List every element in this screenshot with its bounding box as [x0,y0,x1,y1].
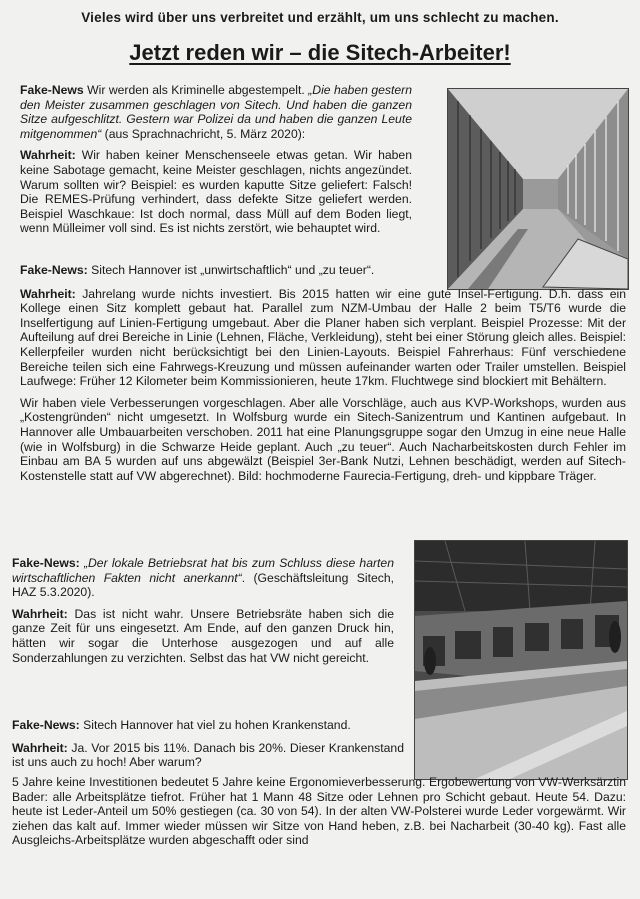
fake-news-source: (aus Sprachnachricht, 5. März 2020): [101,126,306,141]
headline [0,40,640,66]
section-4-paragraph [12,775,626,848]
truth-3 [12,607,394,665]
truth-1 [20,148,412,236]
truth-label: Wahrheit: [12,606,68,621]
fake-news-quote: „Die haben gestern den Meister zusammen geschlagen von Sitech. Und haben die ganzen Sitze aufgeschlitzt. Gestern war Polizei da und haben die ganzen Leute mitgenommen“ [20,83,412,141]
truth-label: Wahrheit: [20,286,76,301]
fake-news-4 [12,718,404,733]
truth-label: Wahrheit: [20,148,76,163]
factory-line-photo [414,540,628,780]
truth-text: Das ist nicht wahr. Unsere Betriebsräte haben sich die ganze Zeit für uns eingesetzt. Am Ende, auf den ganzen Druck hin, hätten wir sogar die Unterhose ausgezogen und auf alle Sonderzahlungen zu verzichten. Selbst das hat VW nicht gereicht. [12,606,394,665]
section-1 [20,83,412,243]
fake-news-label: Fake-News: [12,718,80,732]
fake-news-text: Sitech Hannover hat viel zu hohen Krankenstand. [79,718,351,732]
fake-news-1 [20,83,412,141]
headline-text: Jetzt reden wir – die Sitech-Arbeiter! [129,40,511,65]
fake-news-label: Fake-News: [12,556,80,570]
locker-room-image [448,89,628,289]
truth-label: Wahrheit: [12,740,68,755]
fake-news-3 [12,556,394,600]
fake-news-label: Fake-News: [20,263,88,277]
fake-news-quote: „Der lokale Betriebsrat hat bis zum Schluss diese harten wirtschaftlichen Fakten nicht anerkannt“ [12,556,394,585]
fake-news-2 [20,263,626,278]
section-3 [12,556,394,672]
fake-news-text: Wir werden als Kriminelle abgestempelt. [83,83,309,97]
factory-line-image [415,541,627,779]
truth-text: Jahrelang wurde nichts investiert. Bis 2015 hatten wir eine gute Insel-Fertigung. D.h. dass ein Kollege einen Sitz komplett gebaut hat. Parallel zum NZM-Umbau der Halle 2 beim T5/T6 wurde die Inselfertigung auf Linien-Fertigung umgebaut. Aber die Planer haben sich verplant. Beispiel Prozesse: Mit der Aufteilung auf drei Bereiche in Linie (Lehnen, Fläche, Verkleidung), steht bei einer Störung gleich alles. Beispiel: Kellerpfeiler wurden nicht berücksichtigt bei den Linien-Layouts. Beispiel Fahrerhaus: Fünf verschiedene Bereiche teilen sich eine Fahrwegs-Kreuzung und müssen aufeinander warten oder Trailer umstellen. Beispiel Laufwege: Früher 12 Kilometer beim Kommissionieren, heute 17km. Fluchtwege sind blockiert mit Behältern. [20,286,626,389]
section-2 [20,263,626,490]
paragraph-4b: 5 Jahre keine Investitionen bedeutet 5 Jahre keine Ergonomieverbesserung. Ergobewertung von VW-Werksärztin Bader: alle Arbeitsplätze tiefrot. Früher hat 1 Mann 48 Sitze oder Lehnen pro Schicht gebaut. Heute 54. Dazu: heute ist Leder-Anteil um 50% gestiegen (ca. 30 von 54). In der alten VW-Polsterei wurde Leder vorgewärmt. Wir ziehen das kalt auf. Immer wieder müssen wir Sitze von Hand heben, z.B. bei Nacharbeit (30-40 kg). Fast alle Ausgleichs-Arbeitsplätze wurden abgeschafft oder sind [12,775,626,848]
tagline: Vieles wird über uns verbreitet und erzählt, um uns schlecht zu machen. [81,10,559,25]
fake-news-label: Fake-News [20,83,84,97]
paragraph-2b: Wir haben viele Verbesserungen vorgeschlagen. Aber alle Vorschläge, auch aus KVP-Workshops, wurden aus „Kostengründen“ nicht umgesetzt. In Wolfsburg wurde ein Sitech-Sanizentrum und Kantinen aufgebaut. In Hannover alle Umbauarbeiten verschoben. 2011 hat eine Planungsgruppe sogar den Umzug in eine neue Halle (wie in Wolfsburg) in die Schwarze Heide geplant. Auch „zu teuer“. Auch Nacharbeitskosten durch Fehler im Einbau am BA 5 wurden auf uns abgewälzt (Beispiel 3er-Bank Nutzi, Lehnen beschädigt, werden auf Sitech-Kostenstelle statt auf VW abgerechnet). Bild: hochmoderne Faurecia-Fertigung, dreh- und kippbare Träger. [20,395,626,483]
fake-news-source: . (Geschäftsleitung Sitech, HAZ 5.3.2020). [12,570,394,600]
truth-4 [12,741,404,770]
fake-news-text: Sitech Hannover ist „unwirtschaftlich“ und „zu teuer“. [87,263,375,277]
locker-room-photo [447,88,629,290]
section-4 [12,718,404,777]
truth-text: Wir haben keiner Menschenseele etwas getan. Wir haben keine Sabotage gemacht, keine Meister geschlagen, nichts angezündet. Warum sollten wir? Beispiel: es wurden kaputte Sitze geliefert: Falsch! Die REMES-Prüfung verhindert, dass defekte Sitze geliefert werden. Beispiel Waschkaue: Ist doch normal, dass Müll auf dem Boden liegt, wenn Mülleimer voll sind. Es ist nichts zerstört, wie behauptet wird. [20,148,412,236]
truth-text: Ja. Vor 2015 bis 11%. Danach bis 20%. Dieser Krankenstand ist uns auch zu hoch! Aber warum? [12,740,404,770]
truth-2 [20,287,626,389]
